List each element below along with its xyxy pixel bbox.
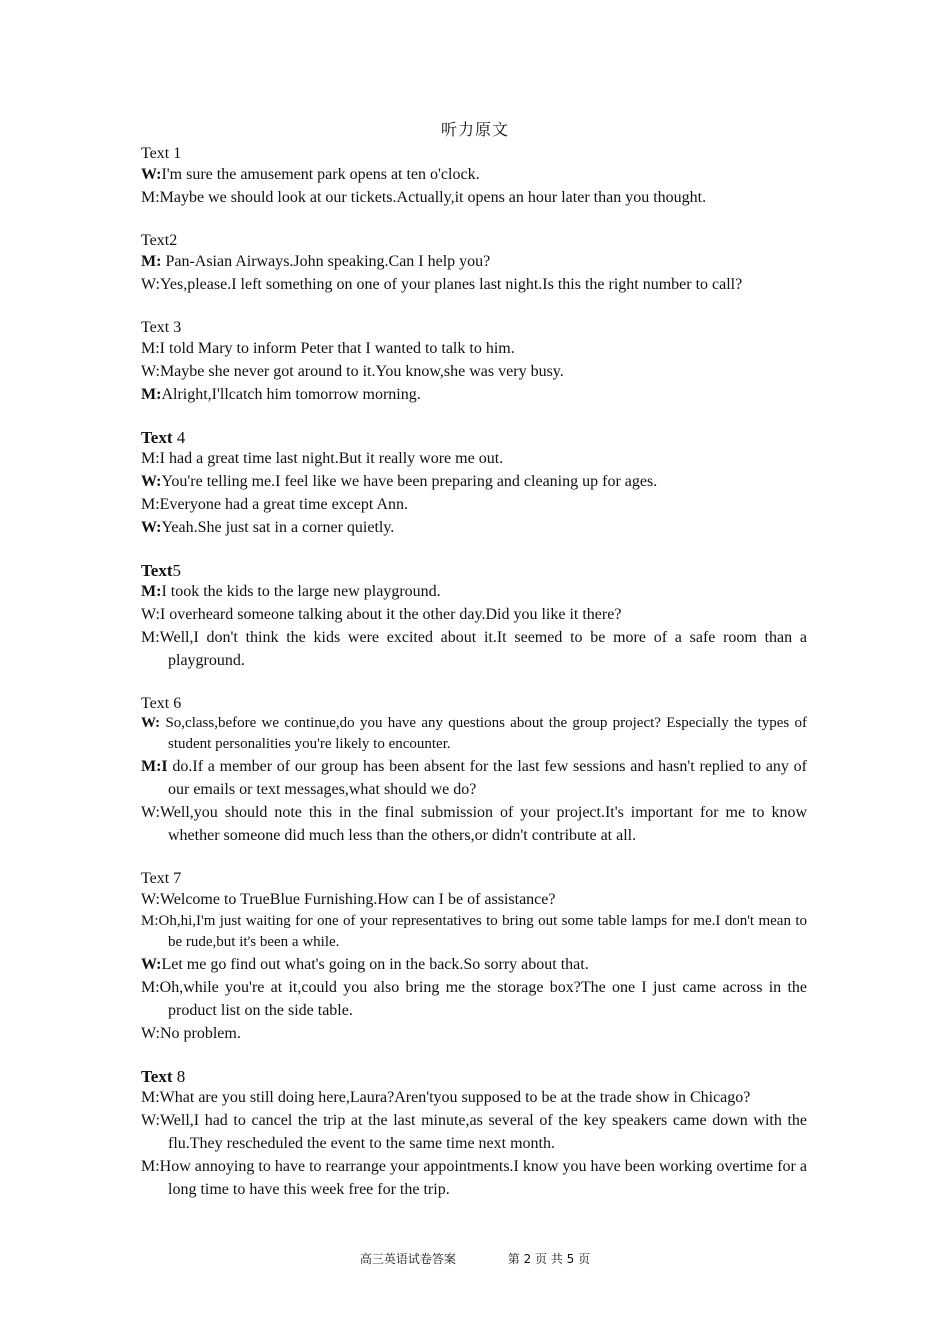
transcript-section: [141, 1067, 807, 1201]
dialogue-text: Alright,I'llcatch him tomorrow morning.: [161, 386, 421, 403]
dialogue-text: Maybe she never got around to it.You know,she was very busy.: [159, 363, 564, 380]
section-label: Text 7: [141, 870, 182, 887]
speaker-tag: W:: [141, 606, 160, 623]
section-label: [141, 1067, 807, 1086]
transcript-section: [141, 318, 807, 406]
dialogue-line: [141, 911, 807, 953]
dialogue-line: [141, 250, 807, 273]
dialogue-text: I told Mary to inform Peter that I wanted to talk to him.: [159, 340, 515, 357]
dialogue-text: Maybe we should look at our tickets.Actually,it opens an hour later than you thought.: [159, 189, 707, 206]
dialogue-line: [141, 1155, 807, 1201]
footer-exam-name: 高三英语试卷答案: [359, 1252, 456, 1266]
dialogue-text: Let me go find out what's going on in the back.So sorry about that.: [161, 956, 589, 973]
speaker-tag: W:: [141, 1025, 160, 1042]
dialogue-text: You're telling me.I feel like we have been preparing and cleaning up for ages.: [161, 473, 658, 490]
dialogue-text: I had a great time last night.But it really wore me out.: [159, 450, 504, 467]
speaker-tag: M:: [141, 496, 160, 513]
dialogue-line: [141, 470, 807, 493]
speaker-tag: M:: [141, 629, 160, 646]
speaker-tag: M:: [141, 1089, 160, 1106]
dialogue-text: Welcome to TrueBlue Furnishing.How can I be of assistance?: [159, 891, 556, 908]
dialogue-text: Yeah.She just sat in a corner quietly.: [161, 519, 395, 536]
dialogue-text: Pan-Asian Airways.John speaking.Can I help you?: [161, 253, 491, 270]
section-label: [141, 561, 807, 580]
dialogue-text: How annoying to have to rearrange your appointments.I know you have been working overtime for a long time to have this week free for the trip.: [159, 1158, 807, 1198]
dialogue-text: Well,you should note this in the final submission of your project.It's important for me to know whether someone did much less than the others,or didn't contribute at all.: [159, 804, 807, 844]
section-label: Text 1: [141, 145, 182, 162]
dialogue-text: Well,I had to cancel the trip at the last minute,as several of the key speakers came down with the flu.They rescheduled the event to the same time next month.: [159, 1112, 807, 1152]
dialogue-line: [141, 713, 807, 755]
dialogue-line: [141, 1022, 807, 1045]
section-label-number: 5: [172, 561, 181, 580]
dialogue-line: [141, 186, 807, 209]
section-label: Text 6: [141, 695, 182, 712]
dialogue-text: So,class,before we continue,do you have any questions about the group project? Especially the types of student personalities you're likely to encounter.: [160, 715, 807, 752]
speaker-tag: M:I: [141, 758, 168, 775]
speaker-tag: W:: [141, 804, 160, 821]
dialogue-line: [141, 1086, 807, 1109]
speaker-tag: M:: [141, 340, 160, 357]
speaker-tag: M:: [141, 1158, 160, 1175]
transcript-section: [141, 144, 807, 209]
speaker-tag: M:: [141, 386, 162, 403]
speaker-tag: W:: [141, 363, 160, 380]
dialogue-text: Yes,please.I left something on one of your planes last night.Is this the right number to call?: [159, 276, 743, 293]
dialogue-line: [141, 337, 807, 360]
dialogue-line: [141, 755, 807, 801]
speaker-tag: M:: [141, 450, 160, 467]
section-label-number: 8: [172, 1067, 186, 1086]
section-label-bold: Text: [141, 561, 173, 580]
speaker-tag: W:: [141, 276, 160, 293]
page-title: 听力原文: [440, 122, 509, 139]
transcript-section: [141, 561, 807, 672]
section-label: Text 3: [141, 319, 182, 336]
dialogue-line: [141, 953, 807, 976]
dialogue-text: No problem.: [159, 1025, 241, 1042]
speaker-tag: W:: [141, 519, 162, 536]
speaker-tag: M:: [141, 583, 162, 600]
speaker-tag: W:: [141, 473, 162, 490]
section-label-bold: Text: [141, 1067, 173, 1086]
speaker-tag: M:: [141, 913, 159, 929]
dialogue-text: Oh,hi,I'm just waiting for one of your representatives to bring out some table lamps for me.I don't mean to be rude,but it's been a while.: [158, 913, 807, 950]
speaker-tag: M:: [141, 253, 162, 270]
dialogue-line: [141, 447, 807, 470]
speaker-tag: W:: [141, 715, 161, 731]
dialogue-line: [141, 493, 807, 516]
transcript-section: [141, 231, 807, 296]
speaker-tag: W:: [141, 956, 162, 973]
dialogue-text: I'm sure the amusement park opens at ten o'clock.: [161, 166, 480, 183]
transcript-section: [141, 694, 807, 847]
dialogue-text: I took the kids to the large new playground.: [161, 583, 441, 600]
section-label-bold: Text: [141, 428, 173, 447]
speaker-tag: M:: [141, 979, 160, 996]
speaker-tag: W:: [141, 166, 162, 183]
dialogue-text: Everyone had a great time except Ann.: [159, 496, 409, 513]
section-label: [141, 428, 807, 447]
section-label-number: 4: [172, 428, 186, 447]
speaker-tag: W:: [141, 1112, 160, 1129]
dialogue-line: [141, 580, 807, 603]
transcript-content: [141, 144, 807, 1201]
dialogue-line: [141, 163, 807, 186]
section-label: Text2: [141, 232, 178, 249]
footer-page-number: 第 2 页 共 5 页: [507, 1252, 591, 1266]
page-footer: [0, 1250, 950, 1267]
dialogue-text: Well,I don't think the kids were excited about it.It seemed to be more of a safe room than a playground.: [159, 629, 807, 669]
speaker-tag: M:: [141, 189, 160, 206]
speaker-tag: W:: [141, 891, 160, 908]
dialogue-line: [141, 1109, 807, 1155]
dialogue-line: [141, 801, 807, 847]
dialogue-line: [141, 360, 807, 383]
transcript-section: [141, 428, 807, 539]
dialogue-text: What are you still doing here,Laura?Aren'tyou supposed to be at the trade show in Chicago?: [159, 1089, 751, 1106]
dialogue-line: [141, 273, 807, 296]
dialogue-text: Oh,while you're at it,could you also bring me the storage box?The one I just came across in the product list on the side table.: [159, 979, 807, 1019]
dialogue-line: [141, 976, 807, 1022]
dialogue-line: [141, 626, 807, 672]
dialogue-line: [141, 516, 807, 539]
dialogue-text: do.If a member of our group has been absent for the last few sessions and hasn't replied to any of our emails or text messages,what should we do?: [167, 758, 807, 798]
dialogue-text: I overheard someone talking about it the other day.Did you like it there?: [159, 606, 622, 623]
dialogue-line: [141, 603, 807, 626]
dialogue-line: [141, 888, 807, 911]
dialogue-line: [141, 383, 807, 406]
transcript-section: [141, 869, 807, 1045]
